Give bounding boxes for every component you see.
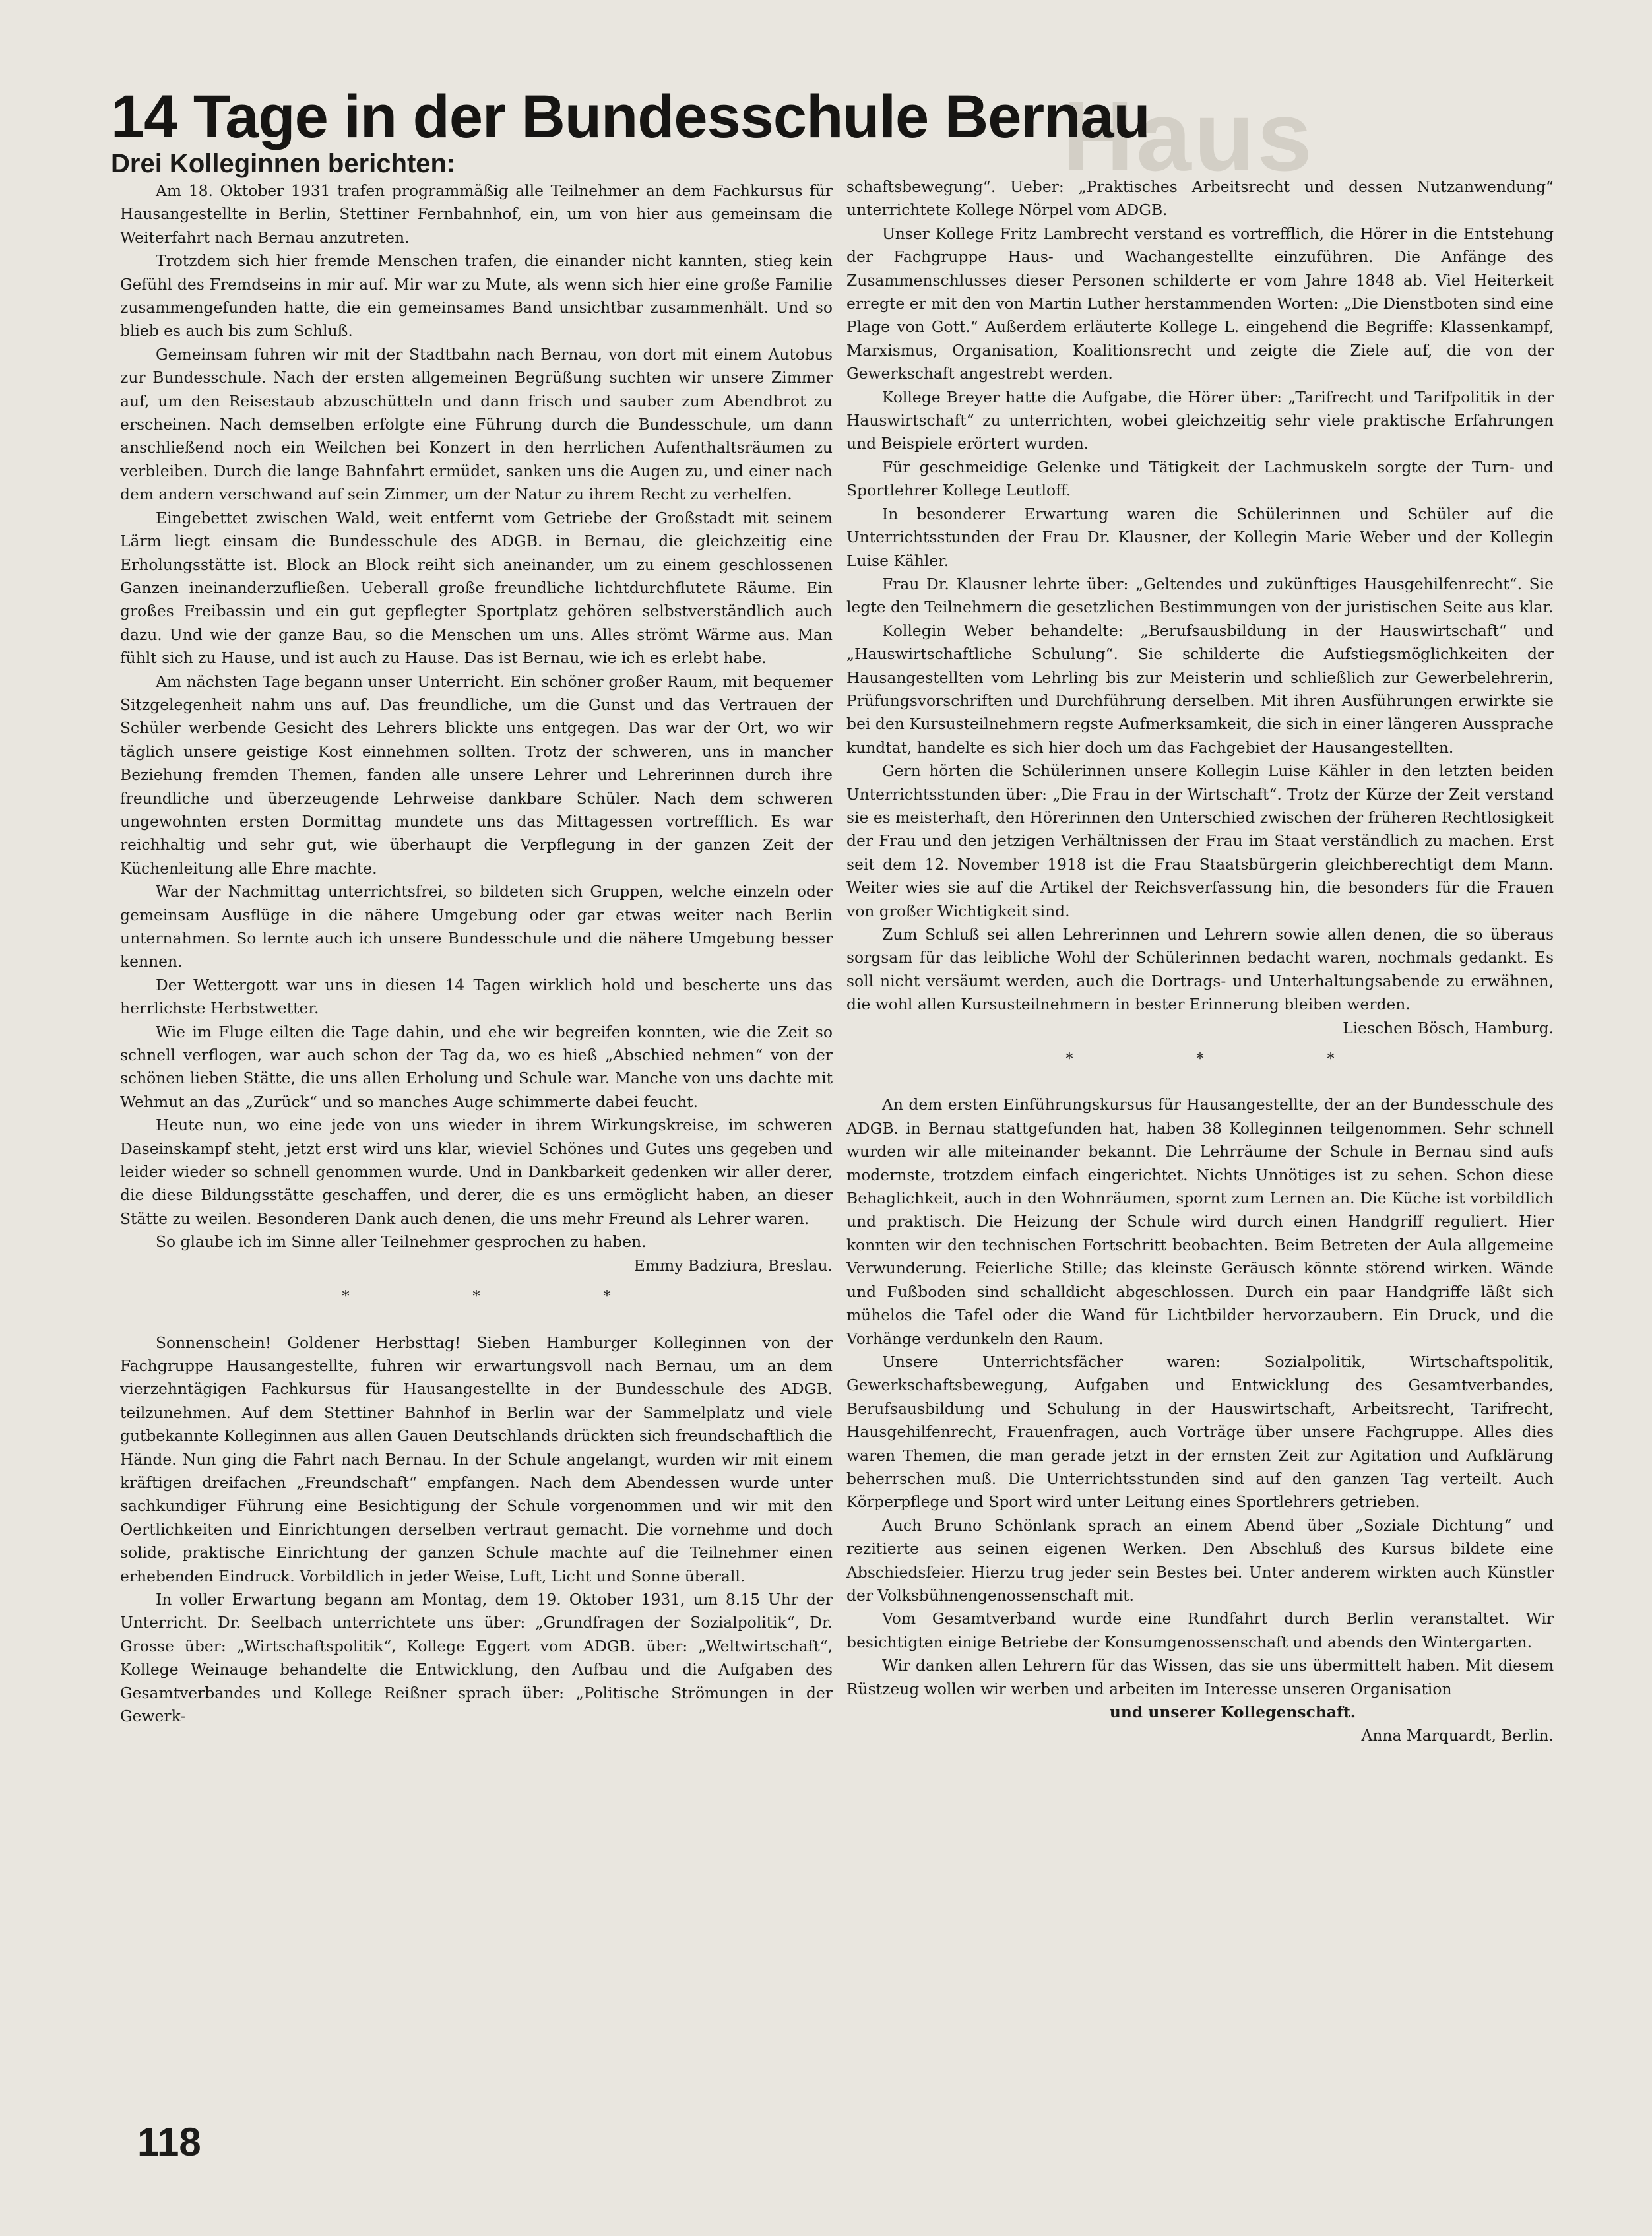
paragraph: Kollegin Weber behandelte: „Berufsausbildung in der Hauswirtschaft“ und „Hauswirtschaftliche Schulung“. Sie schilderte die Aufstiegsmöglichkeiten der Hausangestellten vom Lehrling bis zur Meisterin und schließlich zur Gewerbelehrerin, Prüfungsvorschriften und Durchführung derselben. Mit ihren Ausführungen erwirkte sie bei den Kursusteilnehmern regste Aufmerksamkeit, die sich in einer längeren Aussprache kundtat, handelte es sich hier doch um das Fachgebiet der Hausangestellten.	[846, 621, 1554, 757]
paragraph: Eingebettet zwischen Wald, weit entfernt vom Getriebe der Großstadt mit seinem Lärm liegt einsam die Bundesschule des ADGB. in Bernau, die gleichzeitig eine Erholungsstätte ist. Block an Block reiht sich aneinander, um zu einem geschlossenen Ganzen ineinanderzufließen. Ueberall große freundliche lichtdurchflutete Räume. Ein großes Freibassin und ein gut gepflegter Sportplatz gehören selbstverständlich auch dazu. Und wie der ganze Bau, so die Menschen um uns. Alles strömt Wärme aus. Man fühlt sich zu Hause, und ist auch zu Hause. Das ist Bernau, wie ich es erlebt habe.	[120, 508, 833, 668]
report-marquardt	[846, 1093, 1554, 1747]
section-separator: * * *	[1065, 1051, 1394, 1068]
report-badziura	[120, 179, 833, 1277]
article-subtitle: Drei Kolleginnen berichten:	[111, 149, 456, 178]
paragraph: Sonnenschein! Goldener Herbsttag! Sieben Hamburger Kolleginnen von der Fachgruppe Hausangestellte, fuhren wir erwartungsvoll nach Bernau, um an dem vierzehntägigen Fachkursus für Hausangestellte in der Bundesschule des ADGB. teilzunehmen. Auf dem Stettiner Bahnhof in Berlin war der Sammelplatz und viele gutbekannte Kolleginnen aus allen Gauen Deutschlands drückten sich freundschaftlich die Hände. Nun ging die Fahrt nach Bernau. In der Schule angelangt, wurden wir mit einem kräftigen dreifachen „Freundschaft“ empfangen. Nach dem Abendessen wurde unter sachkundiger Führung eine Besichtigung der Schule vorgenommen und wir mit den Oertlichkeiten und Einrichtungen derselben vertraut gemacht. Die vornehme und doch solide, praktische Einrichtung der ganzen Schule machte auf die Teilnehmer einen erhebenden Eindruck. Vorbildlich in jeder Weise, Luft, Licht und Sonne überall.	[120, 1333, 833, 1585]
paragraph: Auch Bruno Schönlank sprach an einem Abend über „Soziale Dichtung“ und rezitierte aus seinen eigenen Werken. Den Abschluß des Kursus bildete eine Abschiedsfeier. Hierzu trug jeder sein Bestes bei. Unter anderem wirkten auch Künstler der Volksbühnengenossenschaft mit.	[846, 1516, 1554, 1605]
report-boesch	[120, 1331, 833, 1729]
paragraph: Zum Schluß sei allen Lehrerinnen und Lehrern sowie allen denen, die so überaus sorgsam für das leibliche Wohl der Schülerinnen bedacht waren, nochmals gedankt. Es soll nicht versäumt werden, auch die Dortrags- und Unterhaltungsabende zu erwähnen, die wohl allen Kursusteilnehmern in bester Erinnerung bleiben werden.	[846, 925, 1554, 1014]
paragraph: In besonderer Erwartung waren die Schülerinnen und Schüler auf die Unterrichtsstunden der Frau Dr. Klausner, der Kollegin Marie Weber und der Kollegin Luise Kähler.	[846, 504, 1554, 570]
author-signature: Lieschen Bösch, Hamburg.	[1343, 1018, 1554, 1037]
paragraph: Kollege Breyer hatte die Aufgabe, die Hörer über: „Tarifrecht und Tarifpolitik in der Hauswirtschaft“ zu unterrichten, wobei gleichzeitig sehr viele praktische Erfahrungen und Beispiele erörtert wurden.	[846, 387, 1554, 453]
paragraph: Vom Gesamtverband wurde eine Rundfahrt durch Berlin veranstaltet. Wir besichtigten einige Betriebe der Konsumgenossenschaft und abends den Wintergarten.	[846, 1609, 1554, 1651]
paragraph: So glaube ich im Sinne aller Teilnehmer gesprochen zu haben.	[156, 1232, 647, 1252]
paragraph: Heute nun, wo eine jede von uns wieder in ihrem Wirkungskreise, im schweren Daseinskampf steht, jetzt erst wird uns klar, wieviel Schönes und Gutes uns gegeben und leider wieder so schnell genommen wurde. Und in Dankbarkeit gedenken wir aller derer, die diese Bildungsstätte geschaffen, und derer, die es uns ermöglicht haben, an dieser Stätte zu weilen. Besonderen Dank auch denen, die uns mehr Freund als Lehrer waren.	[120, 1116, 833, 1228]
report-boesch-continued	[846, 176, 1554, 1040]
paragraph: Trotzdem sich hier fremde Menschen trafen, die einander nicht kannten, stieg kein Gefühl des Fremdseins in mir auf. Mir war zu Mute, als wenn sich hier eine große Familie zusammengefunden hatte, die ein gemeinsames Band unsichtbar zusammenhält. Und so blieb es auch bis zum Schluß.	[120, 251, 833, 340]
page-number: 118	[137, 2120, 201, 2164]
right-column	[846, 176, 1554, 2102]
bleed-through-text: Haus	[1062, 80, 1315, 191]
paragraph: Der Wettergott war uns in diesen 14 Tagen wirklich hold und bescherte uns das herrlichste Herbstwetter.	[120, 975, 833, 1018]
author-signature: Emmy Badziura, Breslau.	[633, 1256, 833, 1275]
paragraph: Frau Dr. Klausner lehrte über: „Geltendes und zukünftiges Hausgehilfenrecht“. Sie legte den Teilnehmern die gesetzlichen Bestimmungen von der juristischen Seite aus klar.	[846, 574, 1554, 617]
paragraph: Wie im Fluge eilten die Tage dahin, und ehe wir begreifen konnten, wie die Zeit so schnell verflogen, war auch schon der Tag da, wo es hieß „Abschied nehmen“ von der schönen lieben Stätte, die uns allen Erholung und Schule war. Manche von uns dachte mit Wehmut an das „Zurück“ und so manches Auge schimmerte dabei feucht.	[120, 1022, 833, 1111]
paragraph: Unsere Unterrichtsfächer waren: Sozialpolitik, Wirtschaftspolitik, Gewerkschaftsbewegung, Aufgaben und Entwicklung des Gesamtverbandes, Berufsausbildung und Schulung in der Hauswirtschaft, Arbeitsrecht, Tarifrecht, Hausgehilfenrecht, Frauenfragen, auch Vorträge über unsere Fachgruppe. Alles dies waren Themen, die man gerade jetzt in der ernsten Zeit zur Agitation und Aufklärung beherrschen muß. Die Unterrichtsstunden sind auf den ganzen Tag verteilt. Auch Körperpflege und Sport wird unter Leitung eines Sportlehrers getrieben.	[846, 1352, 1554, 1512]
author-signature: Anna Marquardt, Berlin.	[1361, 1726, 1554, 1745]
left-column	[120, 179, 833, 2106]
article-title: 14 Tage in der Bundesschule Bernau	[111, 83, 1150, 150]
paragraph: Für geschmeidige Gelenke und Tätigkeit der Lachmuskeln sorgte der Turn- und Sportlehrer Kollege Leutloff.	[846, 457, 1554, 500]
paragraph: Unser Kollege Fritz Lambrecht verstand es vortrefflich, die Hörer in die Entstehung der Fachgruppe Haus- und Wachangestellte einzuführen. Die Anfänge des Zusammenschlusses dieser Personen schilderte er vom Jahre 1848 ab. Viel Heiterkeit erregte er mit den von Martin Luther herstammenden Worten: „Die Dienstboten sind eine Plage von Gott.“ Außerdem erläuterte Kollege L. eingehend die Begriffe: Klassenkampf, Marxismus, Organisation, Koalitionsrecht und zeigte die Ziele auf, die von der Gewerkschaft angestrebt werden.	[846, 224, 1554, 383]
paragraph: War der Nachmittag unterrichtsfrei, so bildeten sich Gruppen, welche einzeln oder gemeinsam Ausflüge in die nähere Umgebung oder gar etwas weiter nach Berlin unternahmen. So lernte auch ich unsere Bundesschule und die nähere Umgebung besser kennen.	[120, 882, 833, 971]
paragraph: In voller Erwartung begann am Montag, dem 19. Oktober 1931, um 8.15 Uhr der Unterricht. Dr. Seelbach unterrichtete uns über: „Grundfragen der Sozialpolitik“, Dr. Grosse über: „Wirtschaftspolitik“, Kollege Eggert vom ADGB. über: „Weltwirtschaft“, Kollege Weinauge behandelte die Entwicklung, den Aufbau und die Aufgaben des Gesamtverbandes und Kollege Reißner sprach über: „Politische Strömungen in der Gewerk-	[120, 1589, 833, 1725]
paragraph: An dem ersten Einführungskursus für Hausangestellte, der an der Bundesschule des ADGB. in Bernau stattgefunden hat, haben 38 Kolleginnen teilgenommen. Sehr schnell wurden wir alle miteinander bekannt. Die Lehrräume der Schule in Bernau sind aufs modernste, trotzdem einfach eingerichtet. Nichts Unnötiges ist zu sehen. Schon diese Behaglichkeit, auch in den Wohnräumen, spornt zum Lernen an. Die Küche ist vorbildlich und praktisch. Die Heizung der Schule wird durch einen Handgriff reguliert. Hier konnten wir den technischen Fortschritt beobachten. Beim Betreten der Aula allgemeine Verwunderung. Feierliche Stille; das kleinste Geräusch könnte störend wirken. Wände und Fußboden sind schalldicht abgeschlossen. Durch ein paar Handgriffe läßt sich mühelos die Tafel oder die Wand für Lichtbilder hervorzaubern. Ein Druck, und die Vorhänge verdunkeln den Raum.	[846, 1095, 1554, 1348]
closing-line: und unserer Kollegenschaft.	[1109, 1703, 1356, 1721]
paragraph: Am 18. Oktober 1931 trafen programmäßig alle Teilnehmer an dem Fachkursus für Hausangestellte in Berlin, Stettiner Fernbahnhof, ein, um von hier aus gemeinsam die Weiterfahrt nach Bernau anzutreten.	[120, 181, 833, 247]
paragraph: schaftsbewegung“. Ueber: „Praktisches Arbeitsrecht und dessen Nutzanwendung“ unterrichtete Kollege Nörpel vom ADGB.	[846, 177, 1554, 220]
paragraph: Am nächsten Tage begann unser Unterricht. Ein schöner großer Raum, mit bequemer Sitzgelegenheit nahm uns auf. Das freundliche, um die Gunst und das Vertrauen der Schüler werbende Gesicht des Lehrers blickte uns entgegen. Das war der Ort, wo wir täglich unsere geistige Kost einnehmen sollten. Trotz der schweren, uns in mancher Beziehung fremden Themen, fanden alle unsere Lehrer und Lehrerinnen durch ihre freundliche und überzeugende Lehrweise dankbare Schüler. Nach dem schweren ungewohnten ersten Dormittag mundete uns das Mittagessen vortrefflich. Es war reichhaltig und sehr gut, wie überhaupt die Verpflegung in der ganzen Zeit der Küchenleitung alle Ehre machte.	[120, 672, 833, 878]
paragraph: Gern hörten die Schülerinnen unsere Kollegin Luise Kähler in den letzten beiden Unterrichtsstunden über: „Die Frau in der Wirtschaft“. Trotz der Kürze der Zeit verstand sie es meisterhaft, den Hörerinnen den Unterschied zwischen der früheren Rechtlosigkeit der Frau und den jetzigen Verhältnissen der Frau im Staat verständlich zu machen. Erst seit dem 12. November 1918 ist die Frau Staatsbürgerin gleichberechtigt dem Mann. Weiter wies sie auf die Artikel der Reichsverfassung hin, die besonders für die Frauen von großer Wichtigkeit sind.	[846, 761, 1554, 920]
section-separator: * * *	[342, 1289, 670, 1306]
paragraph: Gemeinsam fuhren wir mit der Stadtbahn nach Bernau, von dort mit einem Autobus zur Bundesschule. Nach der ersten allgemeinen Begrüßung suchten wir unsere Zimmer auf, um den Reisestaub abzuschütteln und dann frisch und sauber zum Abendbrot zu erscheinen. Nach demselben erfolgte eine Führung durch die Bundesschule, um dann anschließend noch ein Weilchen bei Konzert in den herrlichen Aufenthaltsräumen zu verbleiben. Durch die lange Bahnfahrt ermüdet, sanken uns die Augen zu, und einer nach dem andern verschwand auf sein Zimmer, um der Natur zu ihrem Recht zu verhelfen.	[120, 344, 833, 504]
paragraph: Wir danken allen Lehrern für das Wissen, das sie uns übermittelt haben. Mit diesem Rüstzeug wollen wir werben und arbeiten im Interesse unseren Organisation	[846, 1656, 1554, 1698]
